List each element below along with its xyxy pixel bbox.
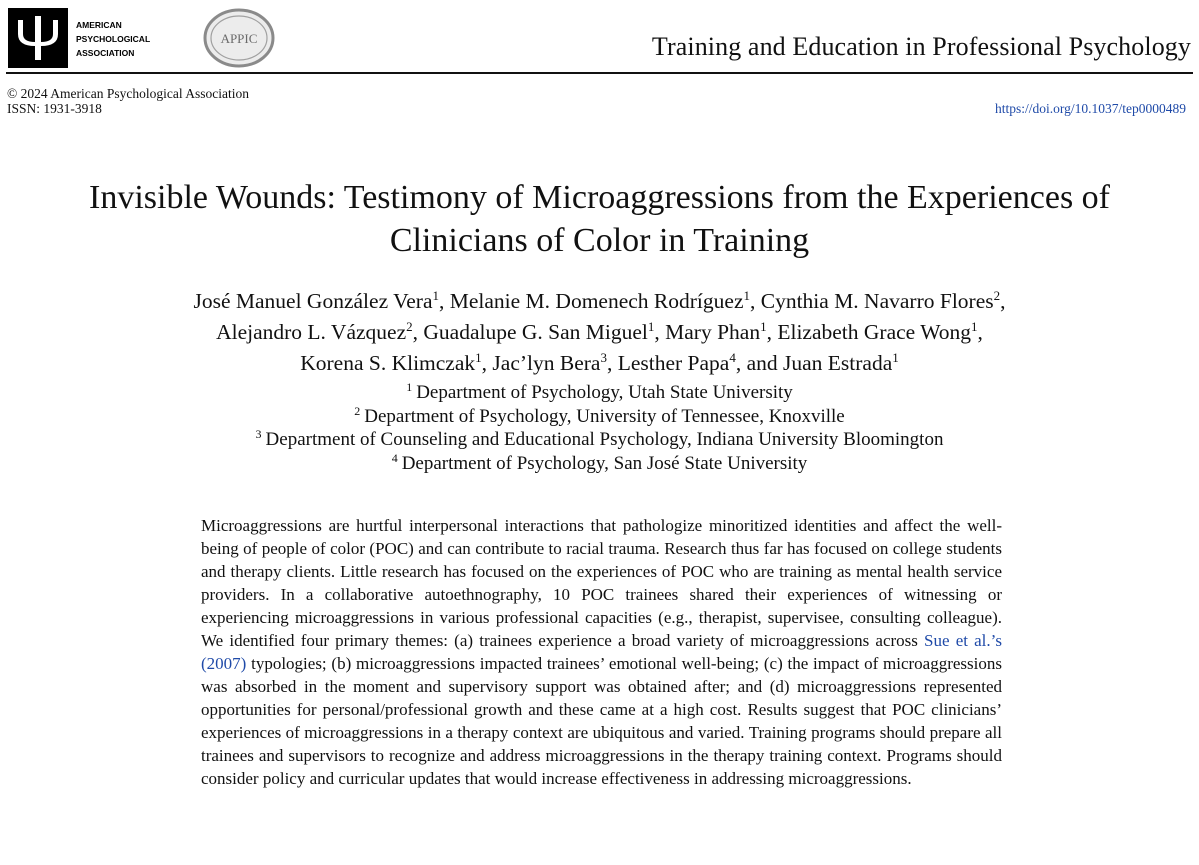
author-list (0, 286, 1199, 379)
author-line-3 (0, 348, 1199, 379)
author-name: José Manuel González Vera (193, 289, 433, 313)
author-name: Jac’lyn Bera (492, 351, 601, 375)
author-affiliation-marker: 1 (432, 288, 439, 303)
affiliation-text: Department of Psychology, University of Tennessee, Knoxville (364, 405, 845, 427)
author-separator: , (749, 289, 761, 313)
author-affiliation-marker: 1 (743, 288, 750, 303)
author-name: Lesther Papa (617, 351, 730, 375)
author-separator: , (1000, 289, 1006, 313)
affiliation-item (0, 428, 1199, 452)
author-name: Elizabeth Grace Wong (777, 320, 972, 344)
author-separator: , (412, 320, 424, 344)
affiliation-item (0, 381, 1199, 405)
apa-logo-line-1: AMERICAN (76, 20, 122, 30)
abstract-text-part-1: Microaggressions are hurtful interpersonal interactions that pathologize minoritized identities and affect the well-being of people of color (POC) and can contribute to racial trauma. Research thus far has focused on college students and therapy clients. Little research has focused on the experiences of POC who are training as mental health service providers. In a collaborative autoethnography, 10 POC trainees shared their experiences of witnessing or experiencing microaggressions in various professional capacities (e.g., therapist, supervisee, consulting colleague). We identified four primary themes: (a) trainees experience a broad variety of microaggressions across (201, 516, 1002, 650)
header-rule (6, 72, 1193, 74)
author-name: Cynthia M. Navarro Flores (760, 289, 994, 313)
article-title-line-2: Clinicians of Color in Training (389, 222, 810, 259)
author-name: Alejandro L. Vázquez (216, 320, 407, 344)
author-line-1 (0, 286, 1199, 317)
author-name: Juan Estrada (783, 351, 893, 375)
author-separator: , (606, 351, 618, 375)
author-affiliation-marker: 1 (647, 319, 655, 334)
author-name: Melanie M. Domenech Rodríguez (449, 289, 744, 313)
author-separator: , (438, 289, 450, 313)
author-separator: , (481, 351, 493, 375)
affiliation-number: 1 (406, 380, 413, 394)
copyright-notice: © 2024 American Psychological Association (7, 86, 249, 101)
appic-logo[interactable] (203, 8, 275, 68)
affiliation-number: 4 (391, 450, 398, 465)
affiliation-number: 3 (255, 427, 262, 441)
citation-link[interactable]: Sue et al.’s (2007) (201, 631, 1002, 673)
author-line-2 (0, 317, 1199, 348)
affiliation-text: Department of Psychology, San José State University (401, 452, 808, 474)
doi-link[interactable]: https://doi.org/10.1037/tep0000489 (994, 101, 1186, 116)
author-affiliation-marker: 2 (993, 288, 1001, 303)
article-title-line-1: Invisible Wounds: Testimony of Microaggressions from the Experiences of (89, 179, 1110, 216)
affiliation-item (0, 452, 1199, 476)
issn: ISSN: 1931-3918 (7, 101, 102, 116)
author-affiliation-marker: 2 (406, 319, 413, 334)
article-title (0, 176, 1199, 262)
affiliation-number: 2 (354, 403, 361, 418)
author-separator: , (977, 320, 983, 344)
appic-logo-text: APPIC (220, 31, 258, 46)
affiliation-list (0, 381, 1199, 475)
author-name: Guadalupe G. San Miguel (423, 320, 648, 344)
affiliation-item (0, 405, 1199, 429)
affiliation-text: Department of Counseling and Educational Psychology, Indiana University Bloomington (265, 429, 944, 450)
affiliation-text: Department of Psychology, Utah State University (416, 382, 793, 403)
author-name: Mary Phan (665, 320, 761, 344)
author-separator: , and (735, 351, 784, 375)
author-name: Korena S. Klimczak (300, 351, 476, 375)
author-affiliation-marker: 4 (729, 350, 736, 365)
page-header (0, 0, 1199, 74)
publication-meta (7, 86, 249, 116)
author-affiliation-marker: 1 (475, 350, 482, 365)
author-affiliation-marker: 1 (971, 319, 978, 334)
author-affiliation-marker: 1 (760, 319, 767, 334)
abstract-text-part-2: typologies; (b) microaggressions impacted trainees’ emotional well-being; (c) the impact of microaggressions was absorbed in the moment and supervisory support was obtained after; and (d) microaggressions represented opportunities for personal/professional growth and these came at a high cost. Results suggest that POC clinicians’ experiences of microaggressions in a therapy context are ubiquitous and varied. Training programs should prepare all trainees and supervisors to recognize and address microaggressions in the therapy training context. Programs should consider policy and curricular updates that would increase effectiveness in addressing microaggressions. (201, 654, 1002, 788)
journal-title[interactable]: Training and Education in Professional Psychology (651, 32, 1191, 61)
apa-logo-line-3: ASSOCIATION (76, 48, 135, 58)
author-affiliation-marker: 3 (600, 350, 607, 365)
author-affiliation-marker: 1 (892, 350, 899, 365)
apa-logo-line-2: PSYCHOLOGICAL (76, 34, 151, 44)
abstract (201, 514, 1002, 790)
apa-logo[interactable] (8, 8, 178, 68)
author-separator: , (654, 320, 666, 344)
author-separator: , (766, 320, 778, 344)
